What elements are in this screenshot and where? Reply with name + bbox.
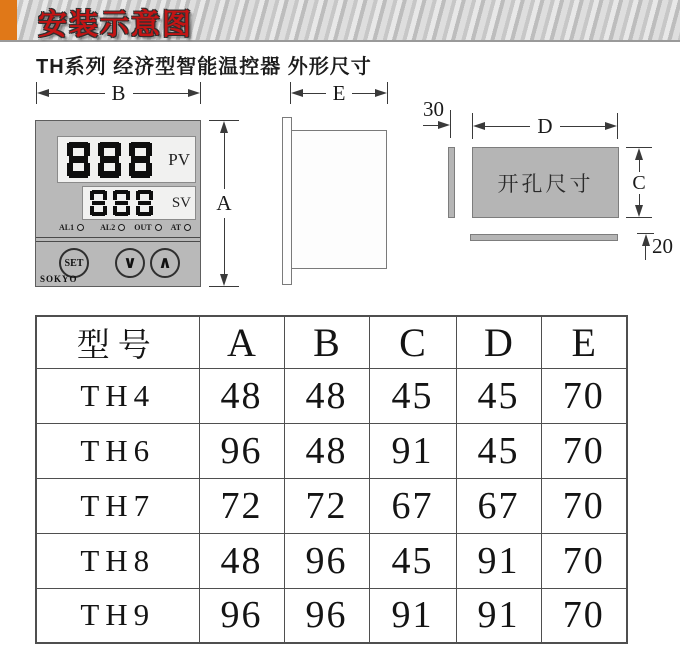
model-name-cell: TH4 [36,368,199,423]
seven-segment-digit [113,190,130,216]
table-row [36,478,627,533]
arrow-up-icon [642,234,650,246]
seven-segment-digit [129,142,152,178]
column-header-model: 型号 [36,316,199,368]
dimension-value-cell: 45 [456,368,541,423]
arrow-right-icon [438,121,450,129]
dimension-line [49,93,105,94]
pv-display [57,136,196,183]
dimension-tick [617,113,618,139]
table-row [36,533,627,588]
indicator-led-icon [77,224,84,231]
dimension-value-cell: 70 [541,368,627,423]
table-body [36,368,627,643]
table-row [36,423,627,478]
dimension-line [224,133,225,189]
dimension-line [645,246,646,260]
controller-front-panel [35,120,201,287]
cutout-spacing-bar [470,234,618,241]
dimension-line [639,194,640,206]
column-header-B: B [284,316,369,368]
arrow-up-icon [635,148,643,160]
dimension-value-cell: 96 [199,588,284,643]
dimension-value-cell: 91 [456,588,541,643]
table-row [36,368,627,423]
arrow-right-icon [375,89,387,97]
table-header-row [36,316,627,368]
column-header-D: D [456,316,541,368]
controller-side-bezel [282,117,292,285]
dimension-tick [209,286,239,287]
dimension-B-label: B [111,80,126,105]
indicator-al2: AL2 [100,223,125,232]
dimension-30-label: 30 [423,97,444,121]
dimension-value-cell: 45 [369,533,456,588]
model-name-cell: TH9 [36,588,199,643]
indicator-out: OUT [134,223,161,232]
dimension-D [472,113,618,139]
dimension-C [626,147,652,218]
dimension-value-cell: 96 [199,423,284,478]
dimension-line [560,126,605,127]
dimension-tick [200,82,201,104]
up-arrow-button: ∧ [150,248,180,278]
dimension-A [209,120,239,287]
arrow-right-icon [605,122,617,130]
arrow-left-icon [291,89,303,97]
set-button: SET [59,248,89,278]
indicator-led-icon [118,224,125,231]
panel-divider [36,237,200,242]
table-header [36,316,627,368]
dimension-tick [626,217,652,218]
arrow-left-icon [473,122,485,130]
dimension-value-cell: 70 [541,588,627,643]
model-name-cell: TH6 [36,423,199,478]
sv-label: SV [171,194,191,211]
banner-accent-bar [0,0,17,40]
dimension-A-label: A [216,191,232,215]
dimension-line [133,93,189,94]
down-arrow-button: ∨ [115,248,145,278]
dimension-value-cell: 72 [284,478,369,533]
dimension-line [485,126,530,127]
arrow-down-icon [635,205,643,217]
dimension-value-cell: 45 [456,423,541,478]
seven-segment-digit [98,142,121,178]
dimension-line [352,93,375,94]
column-header-A: A [199,316,284,368]
dimension-B [36,82,201,104]
cutout-rectangle [472,147,619,218]
table-row [36,588,627,643]
dimension-value-cell: 91 [369,588,456,643]
dimension-E [290,82,388,104]
header-banner [0,0,680,42]
arrow-down-icon [220,274,228,286]
indicator-at: AT [171,223,192,232]
dimension-value-cell: 67 [369,478,456,533]
dimension-E-label: E [332,80,346,105]
pv-digits [67,142,168,178]
controller-side-body [291,130,387,269]
dimension-value-cell: 70 [541,423,627,478]
dimension-value-cell: 72 [199,478,284,533]
dimension-tick [387,82,388,104]
dimension-value-cell: 48 [199,368,284,423]
arrow-up-icon [220,121,228,133]
brand-label: SOKYO [40,274,78,284]
dimension-tick [450,110,451,138]
page-title: 安装示意图 [38,9,194,41]
dimension-value-cell: 48 [284,368,369,423]
pv-label: PV [168,149,190,169]
model-name-cell: TH7 [36,478,199,533]
seven-segment-digit [67,142,90,178]
panel-thickness-bar [448,147,455,218]
dimension-value-cell: 91 [369,423,456,478]
dimension-line [423,125,438,126]
dimension-20-label: 20 [652,234,673,258]
cutout-title: 开孔尺寸 [497,172,594,196]
dimension-value-cell: 48 [284,423,369,478]
dimension-line [639,160,640,172]
indicator-led-icon [155,224,162,231]
dimension-value-cell: 45 [369,368,456,423]
dimension-value-cell: 96 [284,533,369,588]
model-name-cell: TH8 [36,533,199,588]
dimension-value-cell: 70 [541,478,627,533]
column-header-C: C [369,316,456,368]
dimension-value-cell: 48 [199,533,284,588]
seven-segment-digit [136,190,153,216]
arrow-right-icon [188,89,200,97]
dimension-value-cell: 96 [284,588,369,643]
dimension-30-leader [423,121,450,129]
arrow-left-icon [37,89,49,97]
sv-display [82,186,196,220]
dimension-line [303,93,326,94]
dimension-value-cell: 91 [456,533,541,588]
indicator-row [59,223,191,232]
dimension-value-cell: 67 [456,478,541,533]
indicator-led-icon [184,224,191,231]
dimension-D-label: D [537,113,553,138]
dimension-C-label: C [632,171,646,194]
dimensions-table [35,315,628,644]
seven-segment-digit [90,190,107,216]
indicator-al1: AL1 [59,223,84,232]
sv-digits [90,190,172,216]
dimension-line [224,218,225,274]
dimension-value-cell: 70 [541,533,627,588]
column-header-E: E [541,316,627,368]
diagram-subtitle: TH系列 经济型智能温控器 外形尺寸 [36,56,372,78]
